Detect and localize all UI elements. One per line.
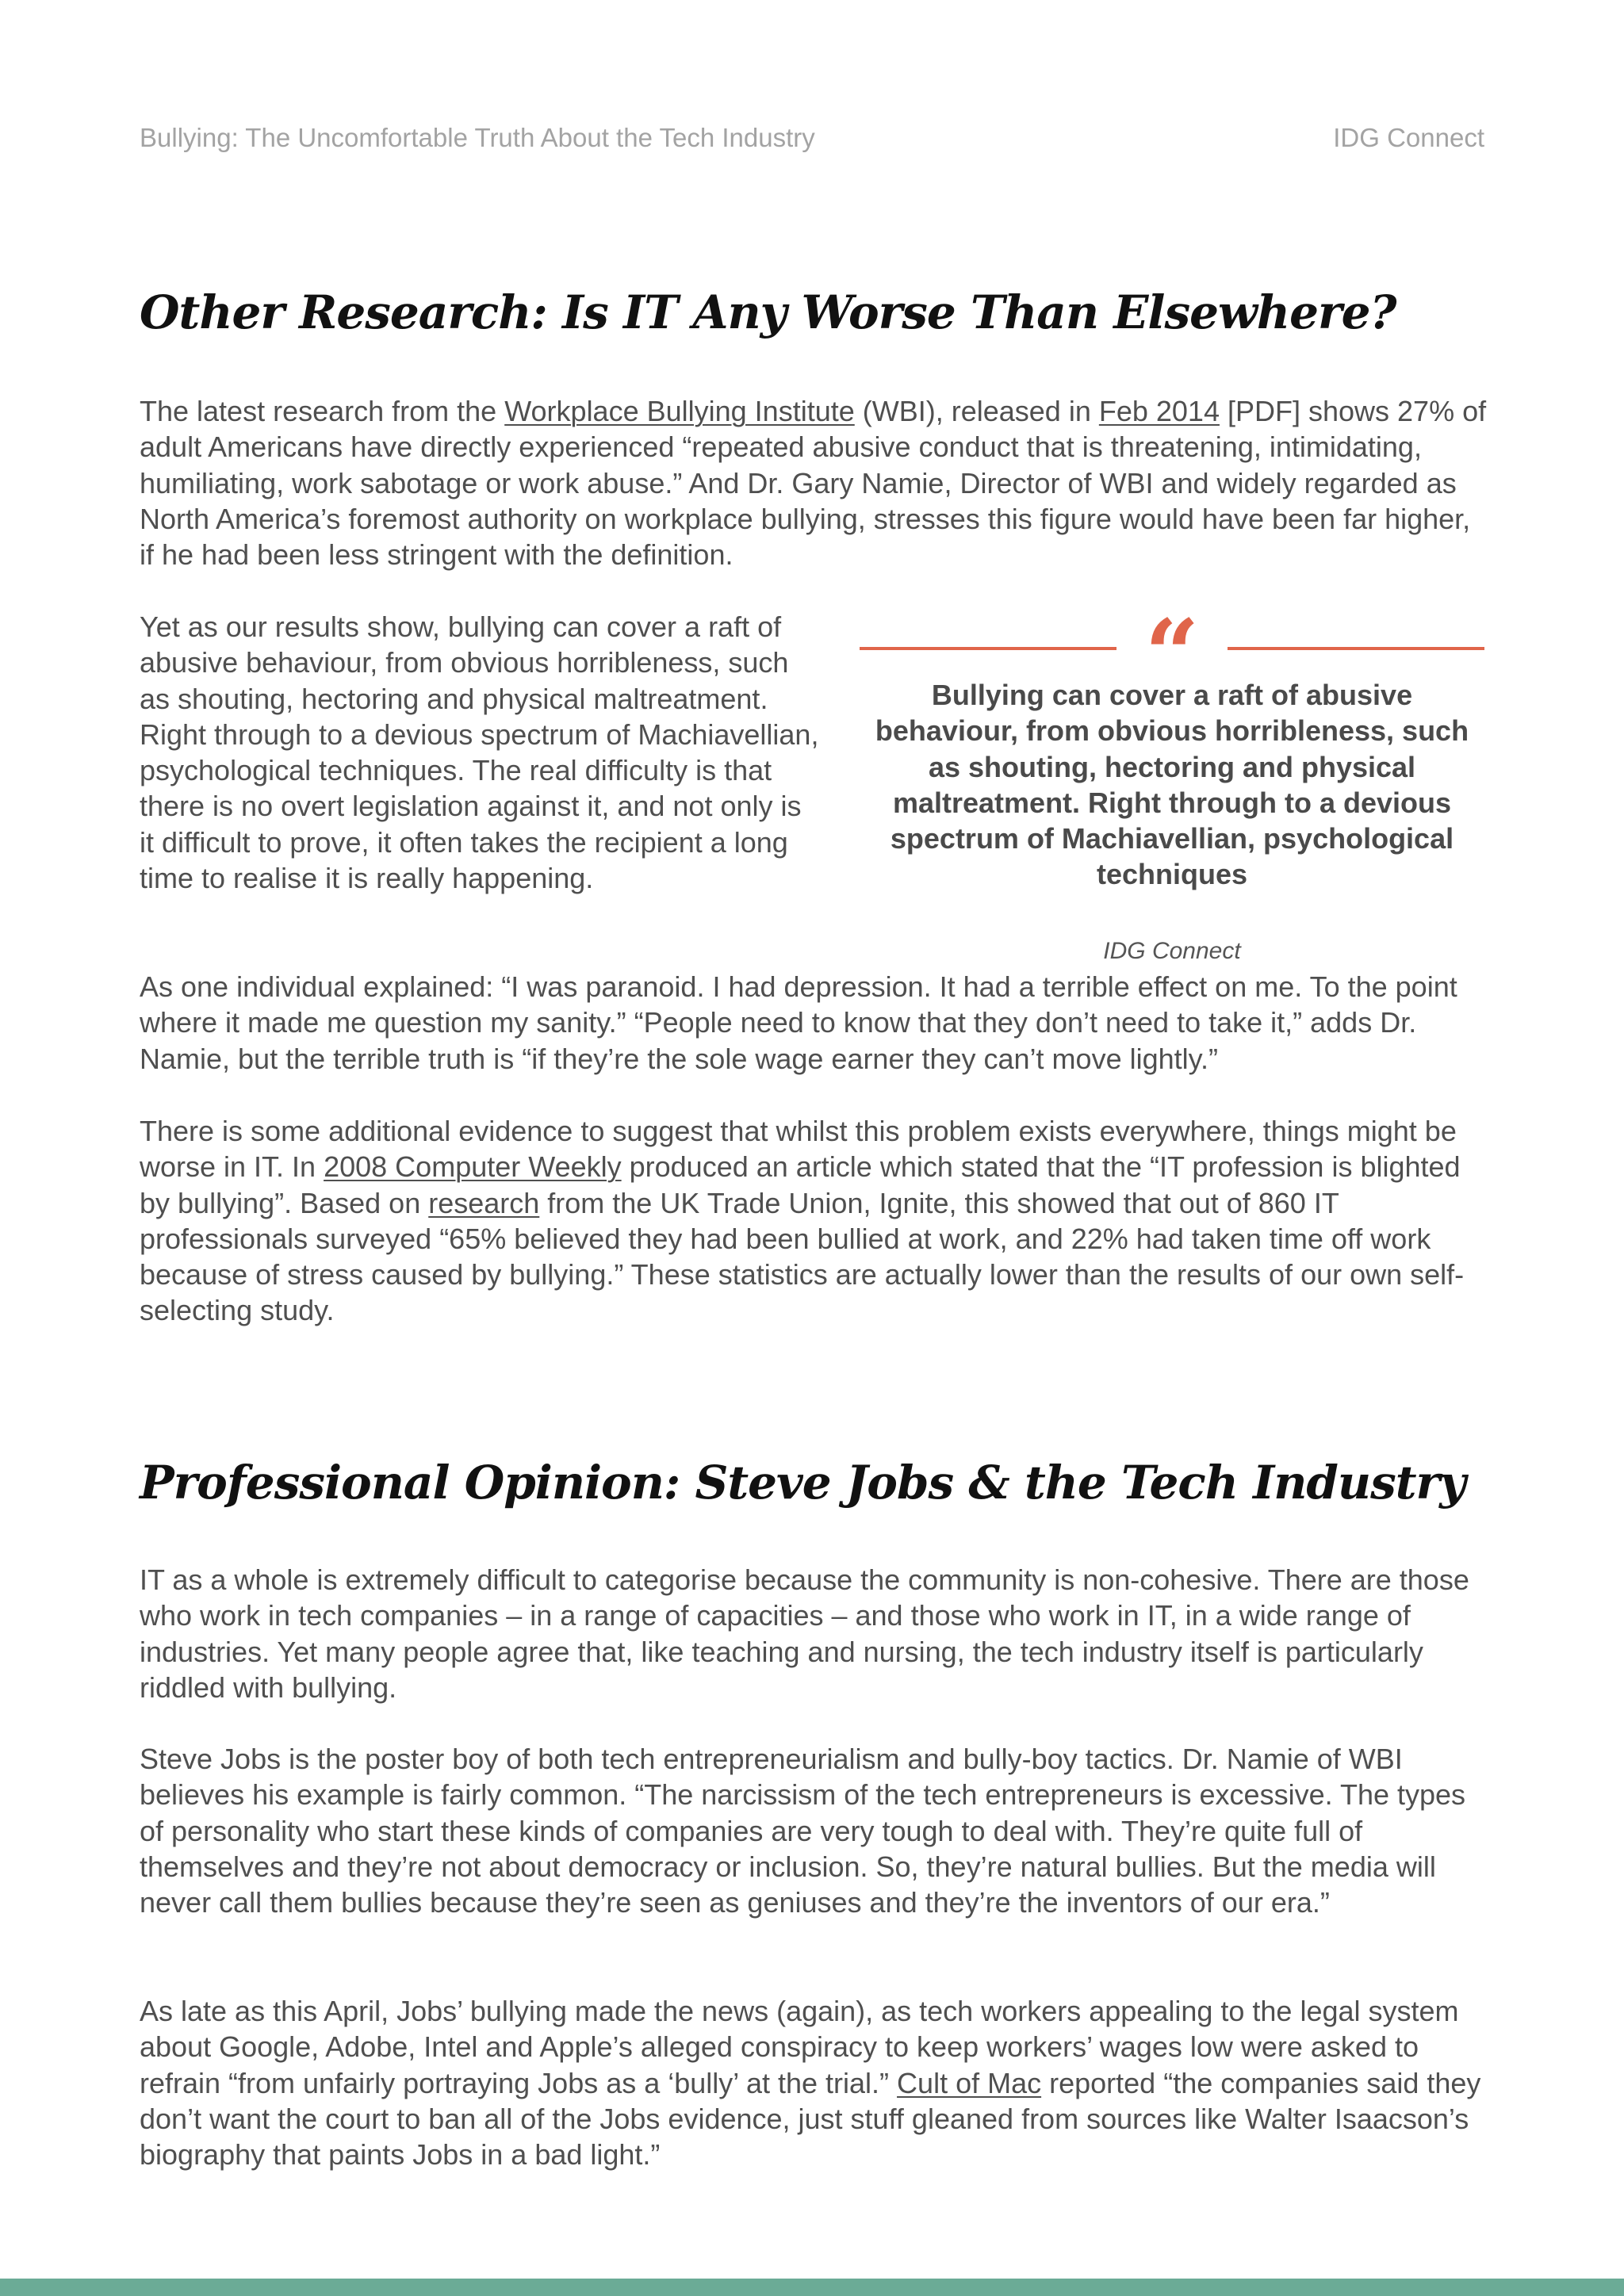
pull-quote-source: IDG Connect — [1103, 938, 1241, 964]
paragraph-additional-evidence: There is some additional evidence to suggest that whilst this problem exists everywhere, things might be worse in IT. In 2008 Computer Weekly produced an article which stated that the “IT profession is blighted by bullying”. Based on research from the UK Trade Union, Ignite, this showed that out of 860 IT professionals surveyed “65% believed they had been bullied at work, and 22% had taken time off work because of stress caused by bullying.” These statistics are actually lower than the results of our own self-selecting study. — [140, 1115, 1465, 1327]
pull-quote-rule-right — [1228, 647, 1484, 650]
paragraph-steve-jobs: Steve Jobs is the poster boy of both tech entrepreneurialism and bully-boy tactics. Dr. Namie of WBI believes his example is fairly common. “The narcissism of the tech entrepreneurs is excessive. The types of personality who start these kinds of companies are very tough to deal with. They’re quite full of themselves and they’re not about democracy or inclusion. So, they’re natural bullies. But the media will never call them bullies because they’re seen as geniuses and they’re the inventors of our era.” — [140, 1743, 1466, 1919]
section-heading-other-research: Other Research: Is IT Any Worse Than Elsewhere? — [140, 285, 1396, 339]
paragraph-it-categorise: IT as a whole is extremely difficult to categorise because the community is non-cohesive. There are those who work in tech companies – in a range of capacities – and those who work in IT, in a wide range of industries. Yet many people agree that, like teaching and nursing, the tech industry itself is particularly riddled with bullying. — [140, 1563, 1469, 1704]
paragraph-bullying-spectrum: Yet as our results show, bullying can cover a raft of abusive behaviour, from obvious horribleness, such as shouting, hectoring and physical maltreatment. Right through to a devious spectrum of Machiavellian, psychological techniques. The real difficulty is that there is no overt legislation against it, and not only is it difficult to prove, it often takes the recipient a long time to realise it is really happening. — [140, 610, 819, 895]
quote-mark-icon: “ — [1144, 599, 1200, 710]
document-title: Bullying: The Uncomfortable Truth About the Tech Industry — [140, 123, 815, 152]
footer-bar — [0, 2279, 1624, 2296]
paragraph-individual-explained: As one individual explained: “I was paranoid. I had depression. It had a terrible effect on me. To the point where it made me question my sanity.” “People need to know that they don’t need to take it,” adds Dr. Namie, but the terrible truth is “if they’re the sole wage earner they can’t move lightly.” — [140, 970, 1457, 1075]
link-cult-of-mac[interactable]: Cult of Mac — [897, 2066, 1042, 2099]
link-2008-computer-weekly[interactable]: 2008 Computer Weekly — [324, 1150, 622, 1184]
link-workplace-bullying-institute[interactable]: Workplace Bullying Institute — [504, 395, 855, 427]
pull-quote-rule-left — [860, 647, 1116, 650]
paragraph-wbi-research: The latest research from the Workplace Bullying Institute (WBI), released in Feb 2014 [PDF] shows 27% of adult Americans have directly experienced “repeated abusive conduct that is threatening, intimidating, humiliating, work sabotage or work abuse.” And Dr. Gary Namie, Director of WBI and widely regarded as North America’s foremost authority on workplace bullying, stresses this figure would have been far higher, if he had been less stringent with the definition. — [140, 395, 1487, 572]
paragraph-jobs-trial: As late as this April, Jobs’ bullying made the news (again), as tech workers appealing to the legal system about Google, Adobe, Intel and Apple’s alleged conspiracy to keep workers’ wages low were asked to refrain “from unfairly portraying Jobs as a ‘bully’ at the trial.” Cult of Mac reported “the companies said they don’t want the court to ban all of the Jobs evidence, just stuff gleaned from sources like Walter Isaacson’s biography that paints Jobs in a bad light.” — [140, 1995, 1481, 2172]
link-feb-2014[interactable]: Feb 2014 — [1098, 395, 1220, 427]
link-research[interactable]: research — [428, 1186, 540, 1219]
publication-name: IDG Connect — [1333, 123, 1484, 152]
section-heading-professional-opinion: Professional Opinion: Steve Jobs & the Tech Industry — [140, 1456, 1465, 1510]
pull-quote-text: Bullying can cover a raft of abusive behaviour, from obvious horribleness, such as shouting, hectoring and physical maltreatment. Right through to a devious spectrum of Machiavellian, psychological techniques — [875, 679, 1469, 891]
